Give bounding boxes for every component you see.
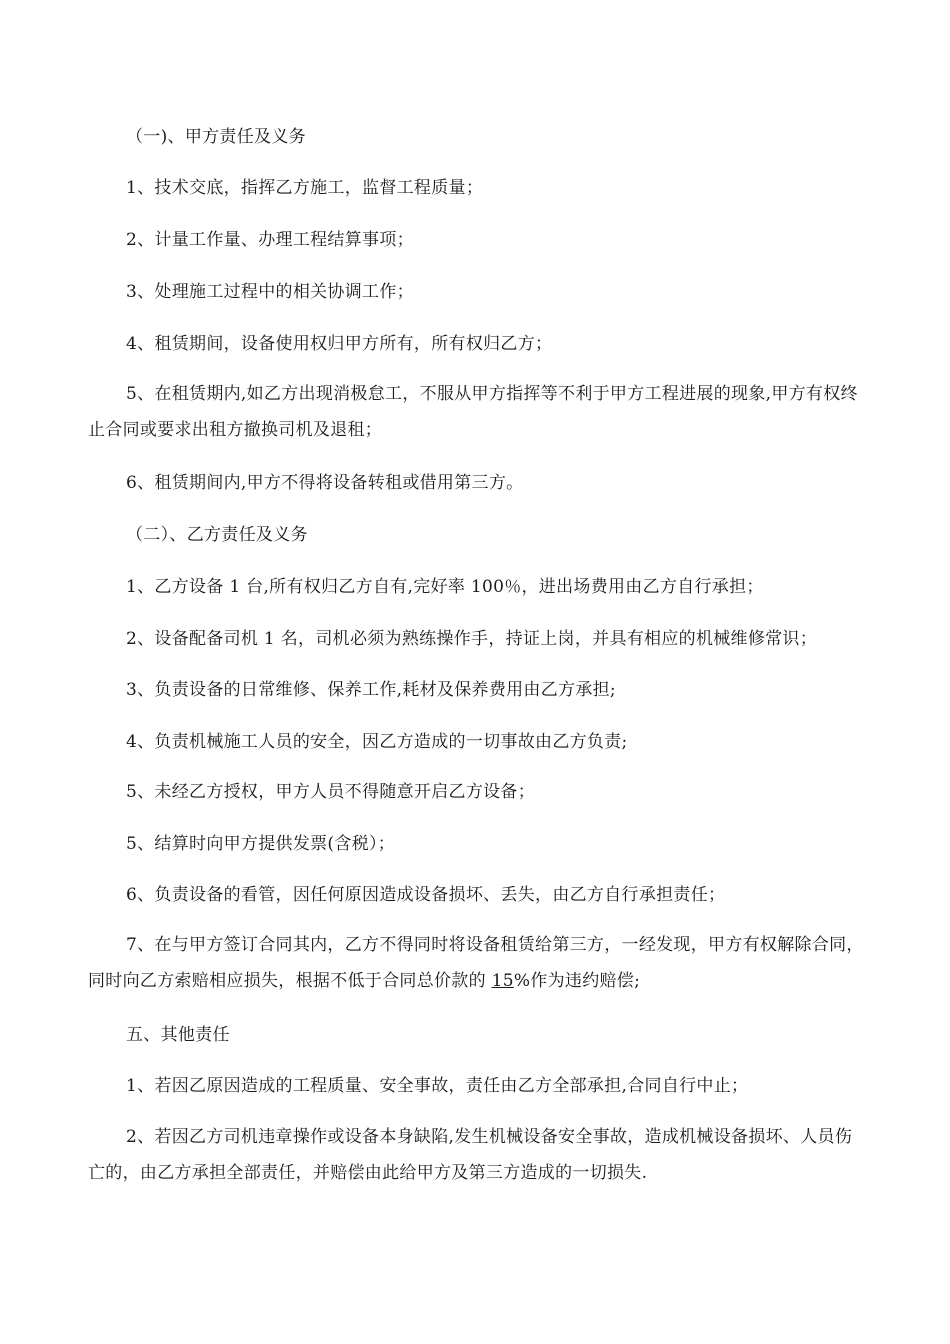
paragraph: 3、处理施工过程中的相关协调工作；: [126, 282, 414, 302]
section-heading-party-a: （一)、甲方责任及义务: [126, 127, 306, 147]
paragraph: 6、负责设备的看管，因任何原因造成设备损坏、丢失，由乙方自行承担责任；: [126, 885, 726, 905]
paragraph: 2、设备配备司机 1 名，司机必须为熟练操作手，持证上岗，并具有相应的机械维修常识；: [126, 629, 818, 649]
paragraph: 4、租赁期间，设备使用权归甲方所有，所有权归乙方；: [126, 334, 553, 354]
paragraph: 1、技术交底，指挥乙方施工，监督工程质量；: [126, 178, 484, 198]
paragraph: 4、负责机械施工人员的安全，因乙方造成的一切事故由乙方负责;: [126, 732, 628, 752]
paragraph: [88, 927, 868, 999]
paragraph: 3、负责设备的日常维修、保养工作,耗材及保养费用由乙方承担;: [126, 680, 616, 700]
paragraph: 5、结算时向甲方提供发票(含税）；: [126, 834, 396, 854]
paragraph-text: 7、在与甲方签订合同其内，乙方不得同时将设备租赁给第三方，一经发现，甲方有权解除合同，同时向乙方索赔相应损失，根据不低于合同总价款的: [88, 935, 864, 991]
paragraph: 1、乙方设备 1 台,所有权归乙方自有,完好率 100％，进出场费用由乙方自行承担；: [126, 577, 764, 597]
paragraph: 2、计量工作量、办理工程结算事项；: [126, 230, 414, 250]
paragraph: 6、租赁期间内,甲方不得将设备转租或借用第三方。: [126, 473, 524, 493]
paragraph-text: %作为违约赔偿;: [513, 971, 641, 991]
underlined-percentage: 15: [491, 971, 514, 991]
paragraph: 2、若因乙方司机违章操作或设备本身缺陷,发生机械设备安全事故，造成机械设备损坏、人员伤亡的，由乙方承担全部责任，并赔偿由此给甲方及第三方造成的一切损失.: [88, 1127, 853, 1183]
paragraph: 5、在租赁期内,如乙方出现消极怠工，不服从甲方指挥等不利于甲方工程进展的现象,甲方有权终止合同或要求出租方撤换司机及退租；: [88, 384, 858, 440]
section-heading-other: 五、其他责任: [126, 1025, 230, 1045]
paragraph: 5、未经乙方授权，甲方人员不得随意开启乙方设备；: [126, 782, 536, 802]
paragraph: 1、若因乙原因造成的工程质量、安全事故，责任由乙方全部承担,合同自行中止；: [126, 1076, 749, 1096]
section-heading-party-b: （二）、乙方责任及义务: [126, 525, 308, 545]
